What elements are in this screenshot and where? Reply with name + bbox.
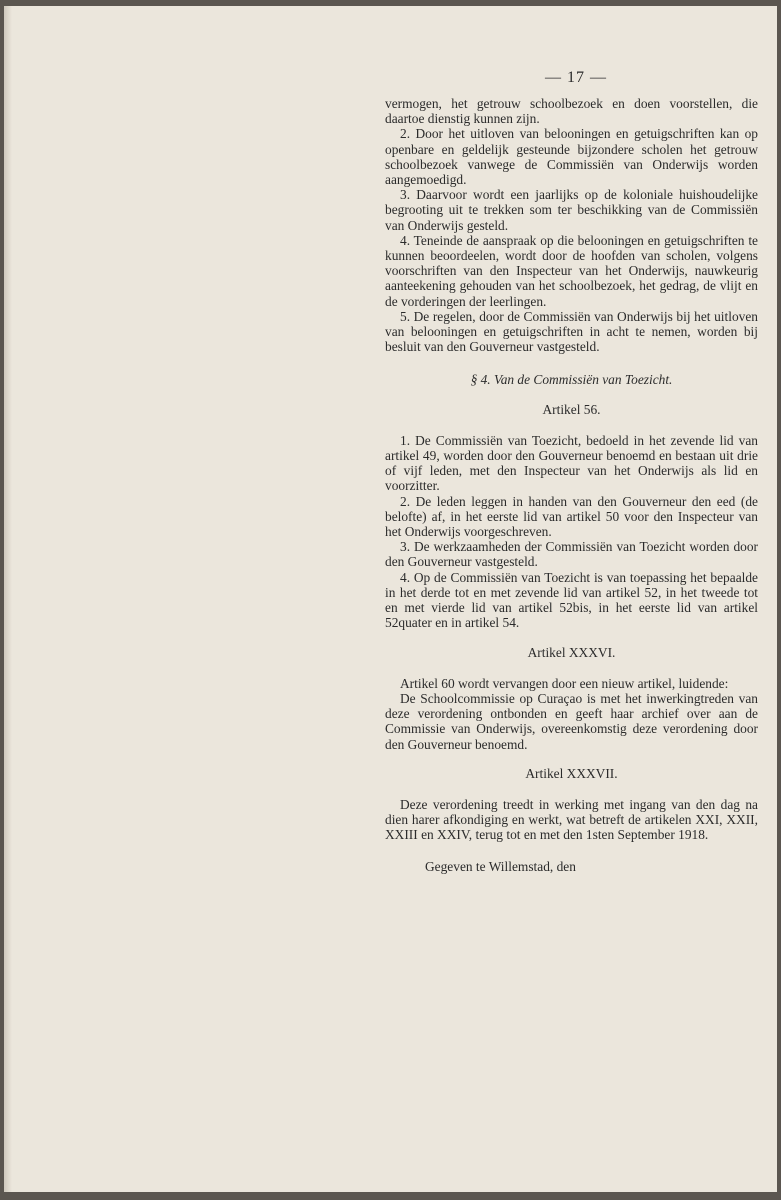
paragraph-intro-4: 4. Teneinde de aanspraak op die belooningen en getuigschriften te kunnen beoordeelen, wordt door de hoofden van scholen, volgens voorschriften van den Inspecteur van het Onderwijs, nauwkeurig aanteekening gehouden van het schoolbezoek, het gedrag, de vlijt en de vorderingen der leerlingen. [385, 232, 758, 309]
article-37-paragraph: Deze verordening treedt in werking met ingang van den dag na dien harer afkondiging en werkt, wat betreft de artikelen XXI, XXII, XXIII en XXIV, terug tot en met den 1sten September 1918. [385, 796, 758, 843]
article-56-paragraph-4: 4. Op de Commissiën van Toezicht is van toepassing het bepaalde in het derde tot en met zevende lid van artikel 52, in het tweede tot en met vierde lid van artikel 52bis, in het eerste lid van artikel 52quater en in artikel 54. [385, 569, 758, 631]
article-56-paragraph-3: 3. De werkzaamheden der Commissiën van Toezicht worden door den Gouverneur vastgesteld. [385, 539, 758, 570]
page-edge-shadow [4, 6, 12, 1192]
page-number: — 17 — [545, 69, 607, 86]
paragraph-intro-5: 5. De regelen, door de Commissiën van Onderwijs bij het uitloven van belooningen en getuigschriften in acht te nemen, worden bij besluit van den Gouverneur vastgesteld. [385, 308, 758, 355]
article-56-paragraph-1: 1. De Commissiën van Toezicht, bedoeld in het zevende lid van artikel 49, worden door den Gouverneur benoemd en bestaan uit drie of vijf leden, met den Inspecteur van het Onderwijs als lid en voorzitter. [385, 432, 758, 494]
closing-line: Gegeven te Willemstad, den [425, 858, 576, 874]
document-body [385, 96, 758, 874]
article-36-paragraph-1: Artikel 60 wordt vervangen door een nieuw artikel, luidende: [400, 675, 729, 691]
paragraph-intro-1: vermogen, het getrouw schoolbezoek en doen voorstellen, die daartoe dienstig kunnen zijn. [385, 96, 758, 127]
article-56-title: Artikel 56. [542, 401, 601, 417]
paragraph-intro-2: 2. Door het uitloven van belooningen en getuigschriften kan op openbare en geldelijk gesteunde bijzondere scholen het getrouw schoolbezoek vanwege de Commissiën van Onderwijs worden aangemoedigd. [385, 126, 758, 188]
paragraph-intro-3: 3. Daarvoor wordt een jaarlijks op de koloniale huishoudelijke begrooting uit te trekken som ter beschikking van de Commissiën van Onderwijs gesteld. [385, 187, 758, 233]
section-heading: § 4. Van de Commissiën van Toezicht. [470, 372, 673, 388]
article-36-paragraph-2: De Schoolcommissie op Curaçao is met het inwerkingtreden van deze verordening ontbonden en geeft haar archief over aan de Commissie van Onderwijs, overeenkomstig deze verordening door den Gouverneur benoemd. [385, 690, 758, 752]
article-56-paragraph-2: 2. De leden leggen in handen van den Gouverneur den eed (de belofte) af, in het eerste lid van artikel 50 voor den Inspecteur van het Onderwijs voorgeschreven. [385, 493, 758, 540]
article-37-title: Artikel XXXVII. [525, 765, 618, 781]
article-36-title: Artikel XXXVI. [527, 644, 616, 660]
